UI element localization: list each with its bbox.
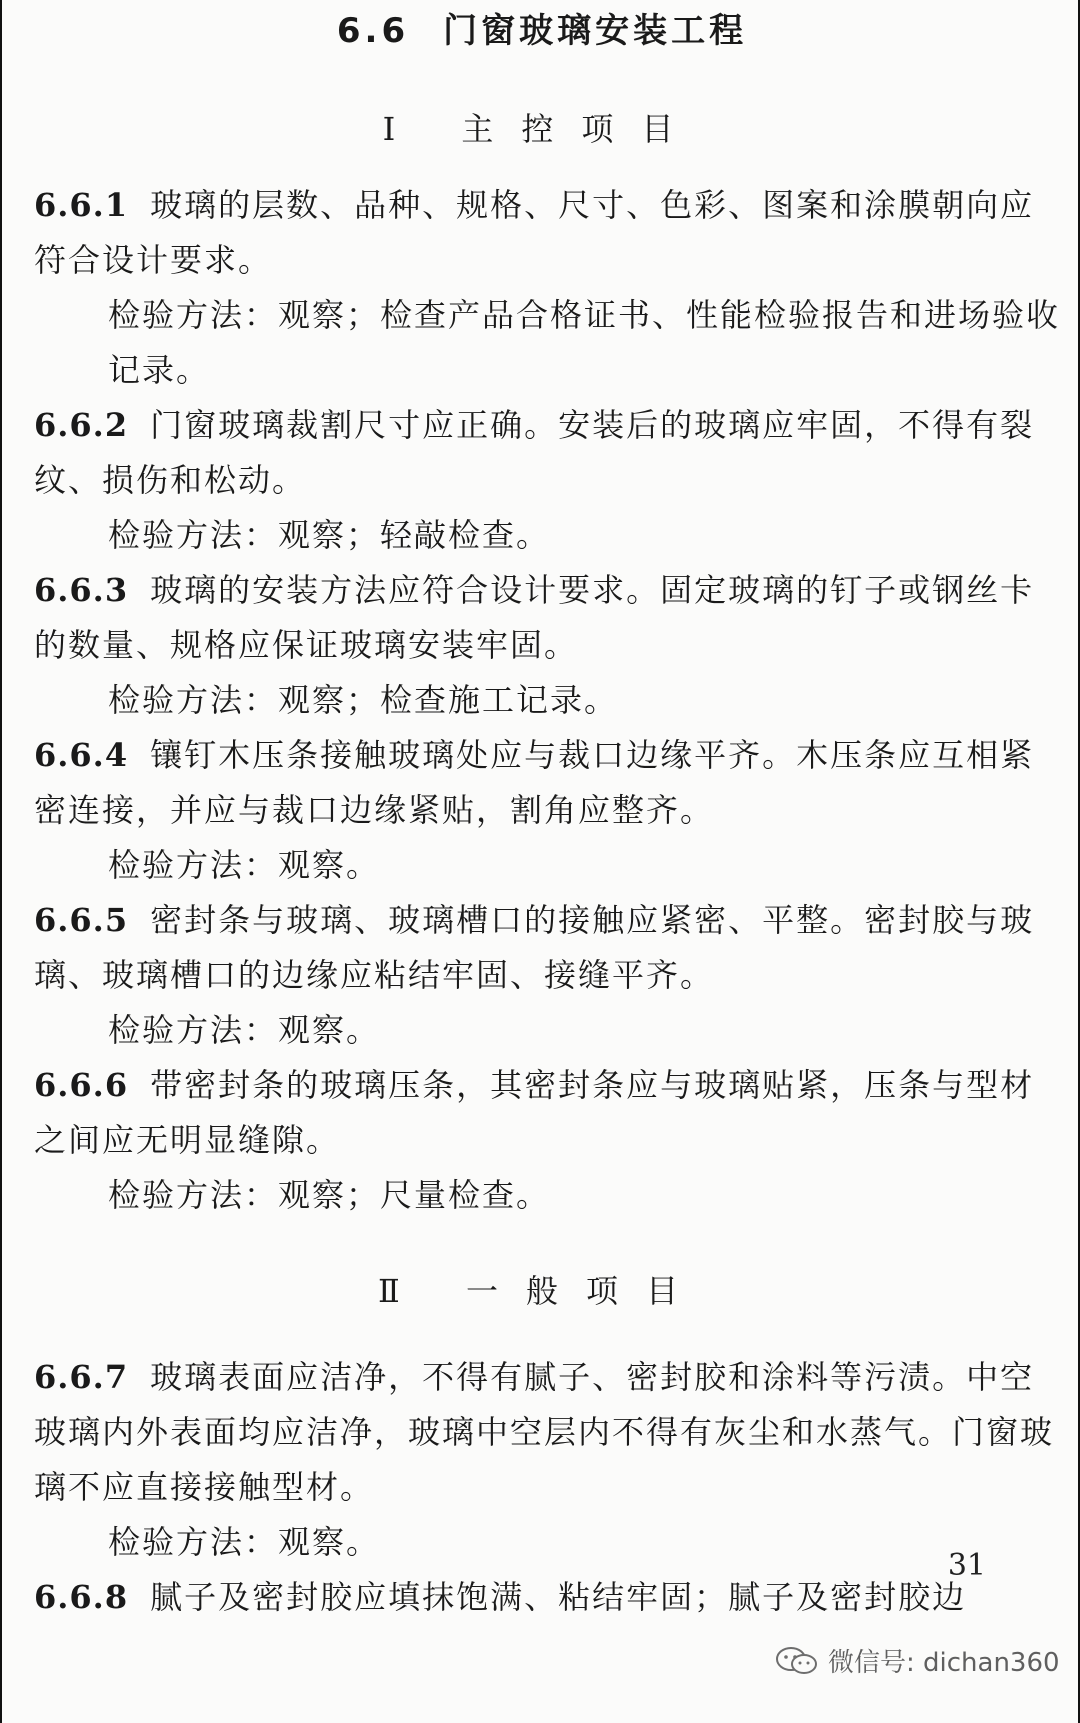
inspection-method: 检验方法：观察；轻敲检查。 xyxy=(108,516,551,554)
title-number: 6.6 xyxy=(336,11,410,51)
inspection-method: 检验方法：观察。 xyxy=(108,1523,381,1561)
watermark xyxy=(774,1642,1060,1679)
clause-number: 6.6.6 xyxy=(34,1066,129,1104)
page-number: 31 xyxy=(947,1548,986,1583)
inspection-method: 检验方法：观察；检查产品合格证书、性能检验报告和进场验收记录。 xyxy=(108,296,1061,389)
clause-text: 密封条与玻璃、玻璃槽口的接触应紧密、平整。密封胶与玻璃、玻璃槽口的边缘应粘结牢固、接缝平齐。 xyxy=(34,901,1035,994)
clause-text: 门窗玻璃裁割尺寸应正确。安装后的玻璃应牢固，不得有裂纹、损伤和松动。 xyxy=(34,406,1035,499)
clause-text: 带密封条的玻璃压条，其密封条应与玻璃贴紧，压条与型材之间应无明显缝隙。 xyxy=(34,1066,1035,1159)
section-heading-main: Ⅰ 主控项目 xyxy=(382,110,702,148)
clause-6-6-1 xyxy=(34,178,1064,288)
watermark-text: 微信号: dichan360 xyxy=(828,1648,1060,1678)
clause-number: 6.6.7 xyxy=(34,1358,129,1396)
title-text: 门窗玻璃安装工程 xyxy=(443,11,748,51)
clause-number: 6.6.4 xyxy=(34,736,129,774)
inspection-method: 检验方法：观察。 xyxy=(108,1011,381,1049)
clause-text: 镶钉木压条接触玻璃处应与裁口边缘平齐。木压条应互相紧密连接，并应与裁口边缘紧贴，割角应整齐。 xyxy=(34,736,1035,829)
clause-number: 6.6.8 xyxy=(34,1578,129,1616)
wechat-icon xyxy=(774,1646,820,1676)
clause-6-6-6 xyxy=(34,1058,1064,1168)
clause-text: 腻子及密封胶应填抹饱满、粘结牢固；腻子及密封胶边 xyxy=(150,1578,967,1616)
page-title xyxy=(2,6,1080,56)
clause-6-6-4 xyxy=(34,728,1064,838)
main-clauses xyxy=(34,178,1064,1223)
clause-6-6-8 xyxy=(34,1570,1064,1625)
clause-text: 玻璃的安装方法应符合设计要求。固定玻璃的钉子或钢丝卡的数量、规格应保证玻璃安装牢固。 xyxy=(34,571,1035,664)
general-clauses xyxy=(34,1350,1064,1625)
clause-6-6-2 xyxy=(34,398,1064,508)
clause-6-6-5 xyxy=(34,893,1064,1003)
clause-number: 6.6.2 xyxy=(34,406,129,444)
clause-number: 6.6.3 xyxy=(34,571,129,609)
inspection-method: 检验方法：观察；尺量检查。 xyxy=(108,1176,551,1214)
clause-text: 玻璃的层数、品种、规格、尺寸、色彩、图案和涂膜朝向应符合设计要求。 xyxy=(34,186,1035,279)
clause-6-6-3 xyxy=(34,563,1064,673)
clause-text: 玻璃表面应洁净，不得有腻子、密封胶和涂料等污渍。中空玻璃内外表面均应洁净，玻璃中空层内不得有灰尘和水蒸气。门窗玻璃不应直接接触型材。 xyxy=(34,1358,1055,1506)
clause-6-6-7 xyxy=(34,1350,1064,1515)
inspection-method: 检验方法：观察。 xyxy=(108,846,381,884)
inspection-method: 检验方法：观察；检查施工记录。 xyxy=(108,681,619,719)
section-heading-general: Ⅱ 一般项目 xyxy=(378,1272,706,1310)
clause-number: 6.6.5 xyxy=(34,901,129,939)
clause-number: 6.6.1 xyxy=(34,186,129,224)
